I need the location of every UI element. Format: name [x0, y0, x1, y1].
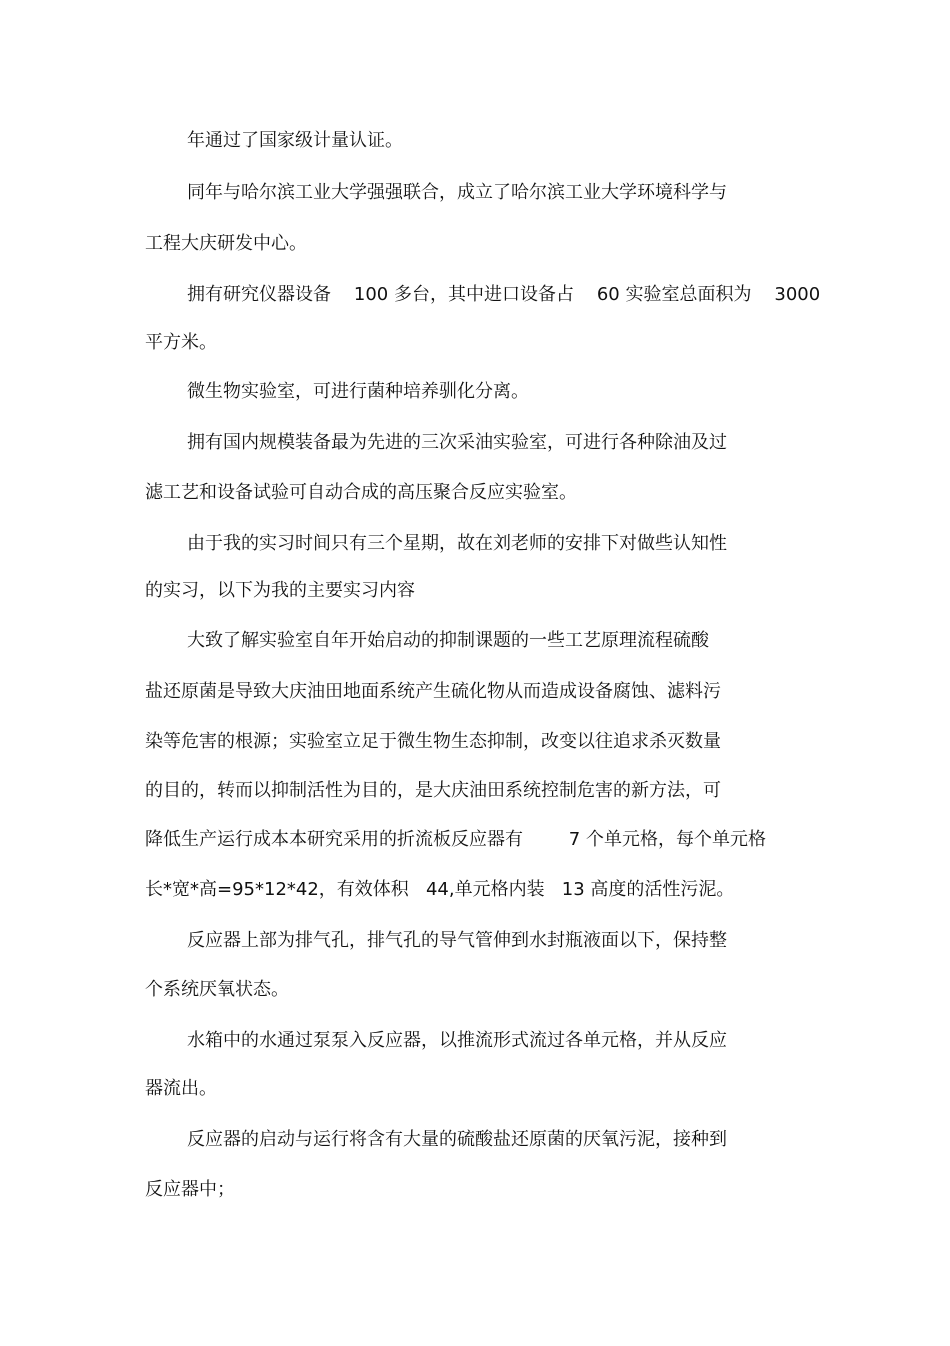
- text-line: 反应器中；: [145, 1179, 235, 1200]
- text-line: 平方米。: [145, 332, 217, 353]
- text-line: 器流出。: [145, 1078, 217, 1099]
- text-line: 降低生产运行成本本研究采用的折流板反应器有 7 个单元格，每个单元格: [145, 829, 766, 850]
- text-line: 拥有研究仪器设备 100 多台，其中进口设备占 60 实验室总面积为 3000: [187, 284, 821, 305]
- text-line: 反应器的启动与运行将含有大量的硫酸盐还原菌的厌氧污泥，接种到: [187, 1129, 727, 1150]
- text-line: 盐还原菌是导致大庆油田地面系统产生硫化物从而造成设备腐蚀、滤料污: [145, 681, 721, 702]
- text-line: 滤工艺和设备试验可自动合成的高压聚合反应实验室。: [145, 482, 577, 503]
- text-line: 拥有国内规模装备最为先进的三次采油实验室，可进行各种除油及过: [187, 432, 727, 453]
- text-line: 的目的，转而以抑制活性为目的，是大庆油田系统控制危害的新方法，可: [145, 780, 721, 801]
- text-line: 工程大庆研发中心。: [145, 233, 307, 254]
- text-line: 水箱中的水通过泵泵入反应器，以推流形式流过各单元格，并从反应: [187, 1030, 727, 1051]
- text-line: 年通过了国家级计量认证。: [187, 130, 403, 151]
- text-line: 同年与哈尔滨工业大学强强联合，成立了哈尔滨工业大学环境科学与: [187, 182, 727, 203]
- text-line: 由于我的实习时间只有三个星期，故在刘老师的安排下对做些认知性: [187, 533, 727, 554]
- text-line: 反应器上部为排气孔，排气孔的导气管伸到水封瓶液面以下，保持整: [187, 930, 727, 951]
- text-line: 个系统厌氧状态。: [145, 979, 289, 1000]
- text-line: 微生物实验室，可进行菌种培养驯化分离。: [187, 381, 529, 402]
- text-line: 染等危害的根源；实验室立足于微生物生态抑制，改变以往追求杀灭数量: [145, 731, 721, 752]
- text-line: 长*宽*高=95*12*42，有效体积 44,单元格内装 13 高度的活性污泥。: [145, 879, 735, 900]
- text-line: 大致了解实验室自年开始启动的抑制课题的一些工艺原理流程硫酸: [187, 630, 709, 651]
- text-line: 的实习，以下为我的主要实习内容: [145, 580, 415, 601]
